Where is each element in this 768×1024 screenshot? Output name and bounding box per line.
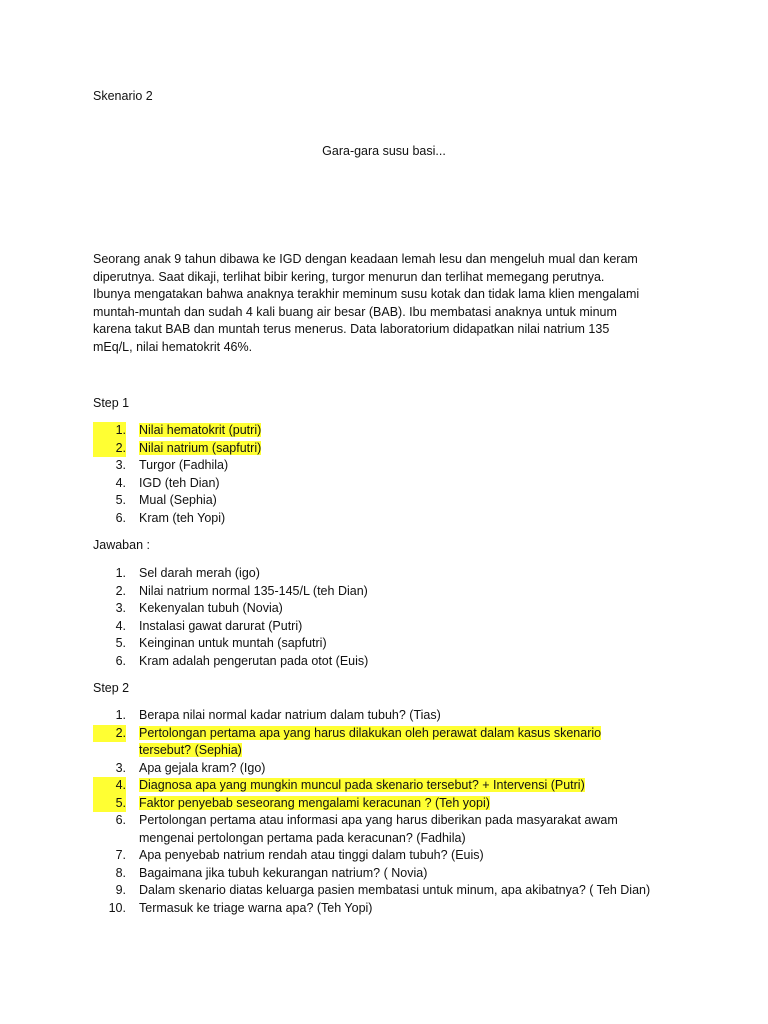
list-item-number: 9. [115, 883, 126, 897]
list-item-line: Pertolongan pertama atau informasi apa yang harus diberikan pada masyarakat awam [139, 813, 618, 827]
list-item-number: 10. [108, 900, 126, 915]
list-item-number: 8. [115, 865, 126, 880]
list-item [93, 707, 650, 725]
list-item-text [139, 777, 650, 795]
list-item-line: Apa penyebab natrium rendah atau tinggi dalam tubuh? (Euis) [139, 848, 484, 862]
list-item-number: 2. [93, 440, 126, 458]
list-item-number: 4. [115, 618, 126, 633]
answers-list [93, 565, 368, 670]
list-item-number: 7. [115, 848, 126, 862]
list-item [93, 760, 650, 778]
list-item [93, 565, 368, 583]
list-item-text [139, 760, 650, 778]
list-item [93, 812, 650, 847]
list-item-number: 5. [115, 636, 126, 650]
list-item [93, 900, 650, 918]
list-item-text [139, 707, 650, 725]
list-item-text: Nilai natrium (sapfutri) [139, 440, 262, 455]
paragraph-line: Seorang anak 9 tahun dibawa ke IGD dengan keadaan lemah lesu dan mengeluh mual dan keram [93, 252, 638, 266]
list-item-text: Turgor (Fadhila) [139, 458, 229, 472]
list-item-line: Pertolongan pertama apa yang harus dilakukan oleh perawat dalam kasus skenario [139, 725, 602, 740]
list-item [93, 422, 261, 440]
list-item-line: Bagaimana jika tubuh kekurangan natrium? ( Novia) [139, 865, 428, 880]
list-item-number: 4. [115, 475, 126, 490]
document-title: Gara-gara susu basi... [322, 144, 446, 158]
list-item-text: Kram adalah pengerutan pada otot (Euis) [139, 653, 369, 668]
list-item-text [139, 847, 650, 865]
list-item-text [139, 725, 650, 760]
scenario-paragraph [93, 251, 683, 357]
list-item-text: Nilai hematokrit (putri) [139, 423, 262, 437]
list-item-line: Termasuk ke triage warna apa? (Teh Yopi) [139, 900, 373, 915]
list-item-number: 2. [115, 583, 126, 598]
list-item [93, 725, 650, 760]
list-item [93, 865, 650, 883]
list-item [93, 777, 650, 795]
step2-list [93, 707, 650, 917]
list-item [93, 618, 368, 636]
list-item [93, 492, 261, 510]
paragraph-line: muntah-muntah dan sudah 4 kali buang air besar (BAB). Ibu membatasi anaknya untuk minum [93, 304, 617, 319]
paragraph-line: Ibunya mengatakan bahwa anaknya terakhir meminum susu kotak dan tidak lama klien mengalami [93, 287, 640, 302]
list-item-text [139, 812, 650, 847]
list-item-text [139, 882, 650, 900]
list-item [93, 795, 650, 813]
step2-heading: Step 2 [93, 681, 130, 695]
list-item [93, 882, 650, 900]
list-item-number: 6. [115, 813, 126, 827]
list-item [93, 847, 650, 865]
list-item-number: 4. [93, 777, 126, 795]
list-item-line: Faktor penyebab seseorang mengalami keracunan ? (Teh yopi) [139, 795, 490, 810]
list-item-line: Dalam skenario diatas keluarga pasien membatasi untuk minum, apa akibatnya? ( Teh Dian) [139, 883, 651, 897]
list-item [93, 635, 368, 653]
list-item-text [139, 900, 650, 918]
list-item-text: Instalasi gawat darurat (Putri) [139, 618, 303, 633]
list-item [93, 440, 261, 458]
list-item-number: 1. [93, 422, 126, 440]
list-item-number: 3. [115, 760, 126, 775]
list-item-number: 5. [93, 795, 126, 813]
list-item [93, 457, 261, 475]
list-item-number: 3. [115, 458, 126, 472]
list-item-line: Apa gejala kram? (Igo) [139, 760, 266, 775]
list-item-line: mengenai pertolongan pertama pada keracunan? (Fadhila) [139, 830, 466, 845]
list-item-text [139, 795, 650, 813]
answers-heading: Jawaban : [93, 538, 150, 552]
scenario-label: Skenario 2 [93, 89, 153, 103]
list-item-number: 3. [115, 601, 126, 615]
list-item-line: Diagnosa apa yang mungkin muncul pada skenario tersebut? + Intervensi (Putri) [139, 778, 585, 792]
list-item-number: 6. [115, 510, 126, 525]
list-item [93, 583, 368, 601]
list-item-number: 1. [115, 708, 126, 722]
list-item-number: 1. [115, 566, 126, 580]
list-item [93, 510, 261, 528]
paragraph-line: karena takut BAB dan muntah terus menerus. Data laboratorium didapatkan nilai natrium 135 [93, 322, 610, 337]
list-item-text: Sel darah merah (igo) [139, 566, 260, 580]
step1-list [93, 422, 261, 527]
list-item-number: 2. [93, 725, 126, 743]
list-item-text: Kram (teh Yopi) [139, 510, 226, 525]
list-item [93, 653, 368, 671]
paragraph-line: mEq/L, nilai hematokrit 46%. [93, 339, 253, 354]
paragraph-line: diperutnya. Saat dikaji, terlihat bibir kering, turgor menurun dan terlihat memegang perutnya. [93, 269, 605, 284]
list-item [93, 475, 261, 493]
list-item [93, 600, 368, 618]
list-item-text: Nilai natrium normal 135-145/L (teh Dian) [139, 583, 368, 598]
list-item-text: IGD (teh Dian) [139, 475, 220, 490]
list-item-line: Berapa nilai normal kadar natrium dalam tubuh? (Tias) [139, 708, 441, 722]
step1-heading: Step 1 [93, 396, 130, 410]
list-item-line: tersebut? (Sephia) [139, 743, 242, 757]
list-item-text: Mual (Sephia) [139, 493, 217, 507]
list-item-text [139, 865, 650, 883]
list-item-text: Keinginan untuk muntah (sapfutri) [139, 636, 327, 650]
list-item-text: Kekenyalan tubuh (Novia) [139, 601, 283, 615]
list-item-number: 6. [115, 653, 126, 668]
list-item-number: 5. [115, 493, 126, 507]
